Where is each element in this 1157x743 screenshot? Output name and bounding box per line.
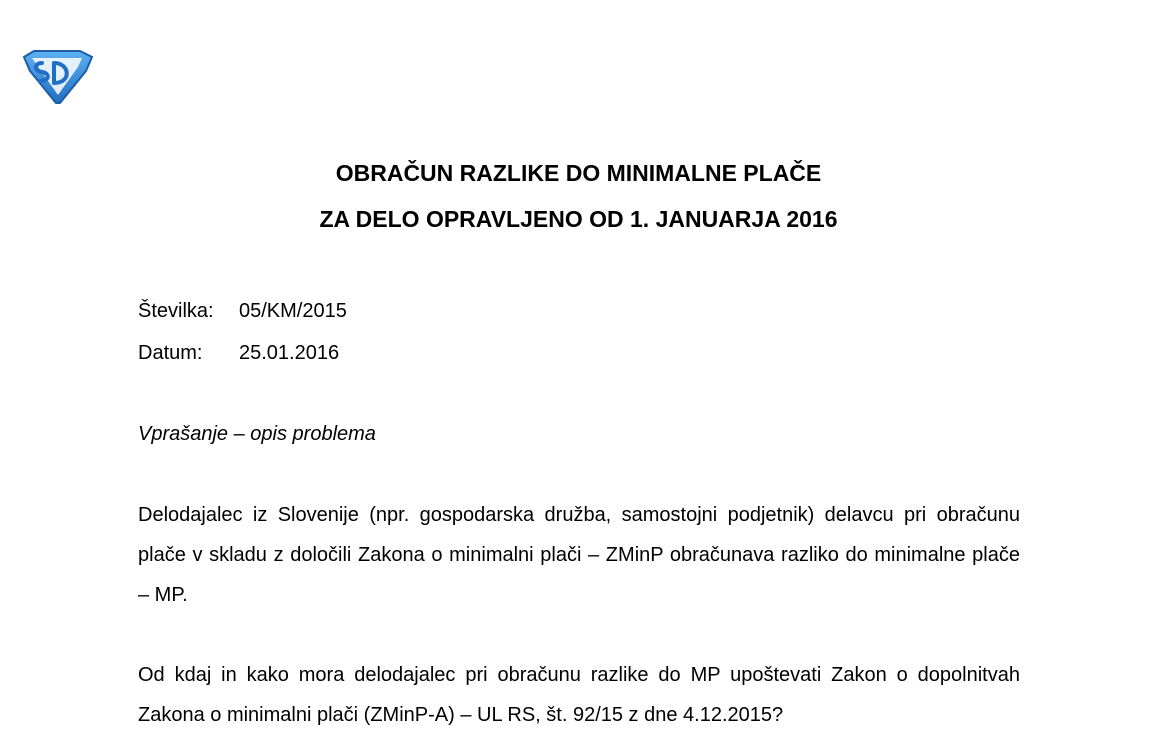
document-date-value: 25.01.2016 bbox=[239, 342, 340, 364]
document-date-label: Datum: bbox=[138, 342, 203, 364]
document-number-row bbox=[138, 298, 347, 324]
document-title-line-1: OBRAČUN RAZLIKE DO MINIMALNE PLAČE bbox=[335, 160, 822, 186]
sd-shield-logo-icon bbox=[20, 49, 96, 105]
section-heading: Vprašanje – opis problema bbox=[138, 423, 376, 445]
paragraph-question: Od kdaj in kako mora delodajalec pri obračunu razlike do MP upoštevati Zakon o dopolnitvah Zakona o minimalni plači (ZMinP-A) – UL RS, št. 92/15 z dne 4.12.2015? bbox=[138, 664, 1020, 726]
document-number-value: 05/KM/2015 bbox=[239, 300, 347, 322]
document-number-label: Številka: bbox=[138, 300, 214, 322]
document-title-line-2: ZA DELO OPRAVLJENO OD 1. JANUARJA 2016 bbox=[319, 206, 838, 232]
document-date-row bbox=[138, 340, 339, 366]
paragraph-problem-description: Delodajalec iz Slovenije (npr. gospodarska družba, samostojni podjetnik) delavcu pri obračunu plače v skladu z določili Zakona o minimalni plači – ZMinP obračunava razliko do minimalne plače – MP. bbox=[138, 504, 1020, 606]
